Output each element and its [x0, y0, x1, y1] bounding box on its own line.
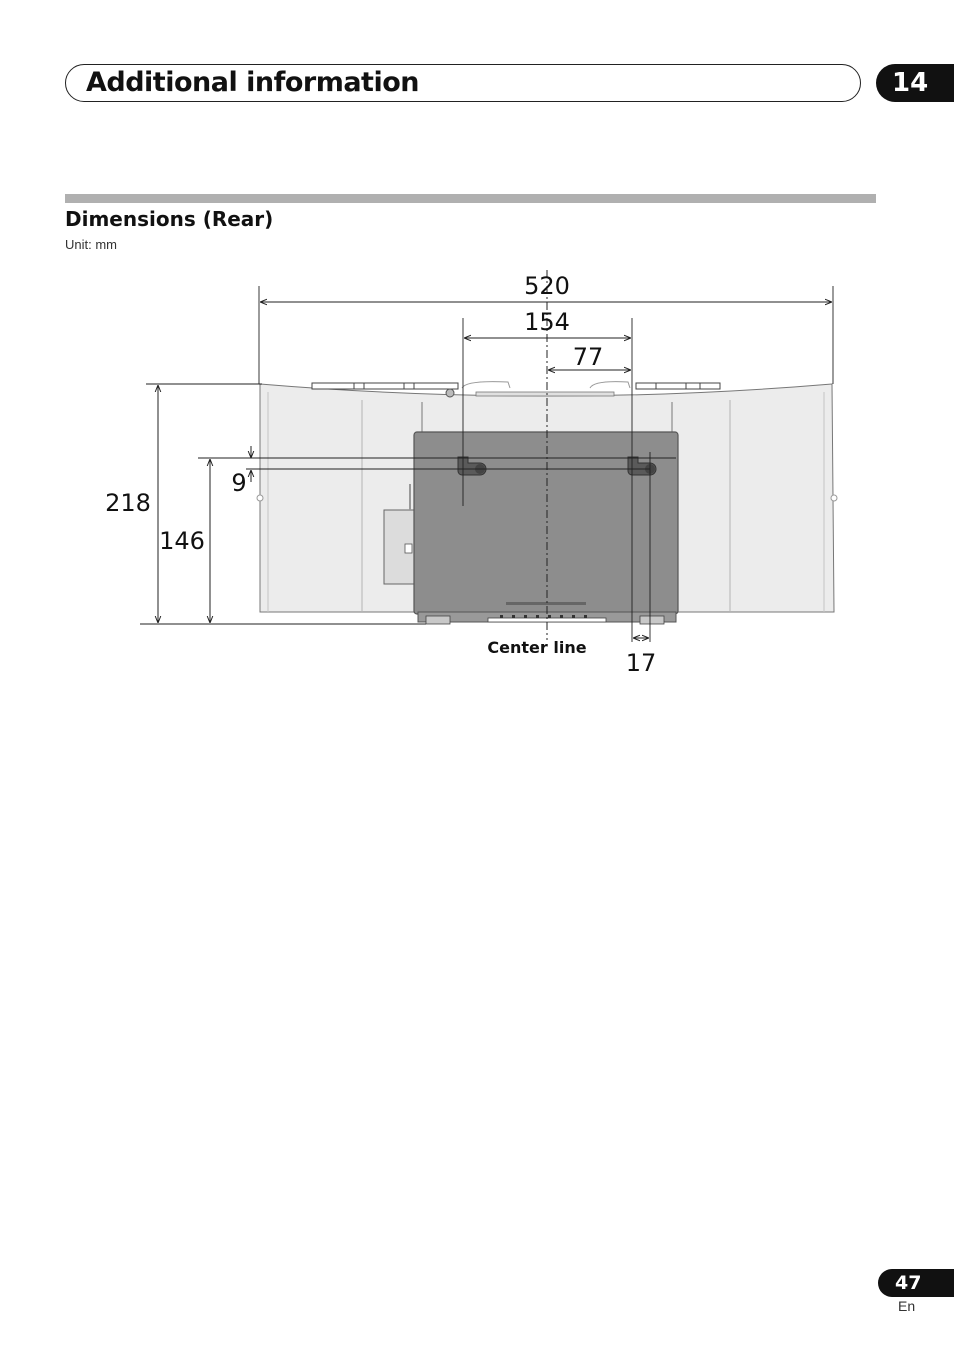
language-code: En	[898, 1298, 916, 1314]
page-title: Additional information	[86, 67, 419, 98]
section-title: Dimensions (Rear)	[65, 207, 274, 231]
dim-hole-height: 146	[159, 527, 205, 555]
unit-note: Unit: mm	[65, 237, 117, 252]
dim-hole-spacing: 154	[524, 308, 570, 336]
dim-half-spacing: 77	[572, 343, 604, 371]
dim-side-offset: 17	[625, 649, 657, 677]
chapter-number: 14	[892, 68, 929, 98]
dim-overall-width: 520	[524, 272, 570, 300]
dim-overall-height: 218	[105, 489, 151, 517]
page-number: 47	[895, 1272, 922, 1294]
center-line-label: Center line	[487, 638, 587, 657]
dim-hole-offset: 9	[231, 469, 247, 497]
rear-panel	[414, 432, 678, 624]
page-number-tab	[878, 1269, 954, 1297]
